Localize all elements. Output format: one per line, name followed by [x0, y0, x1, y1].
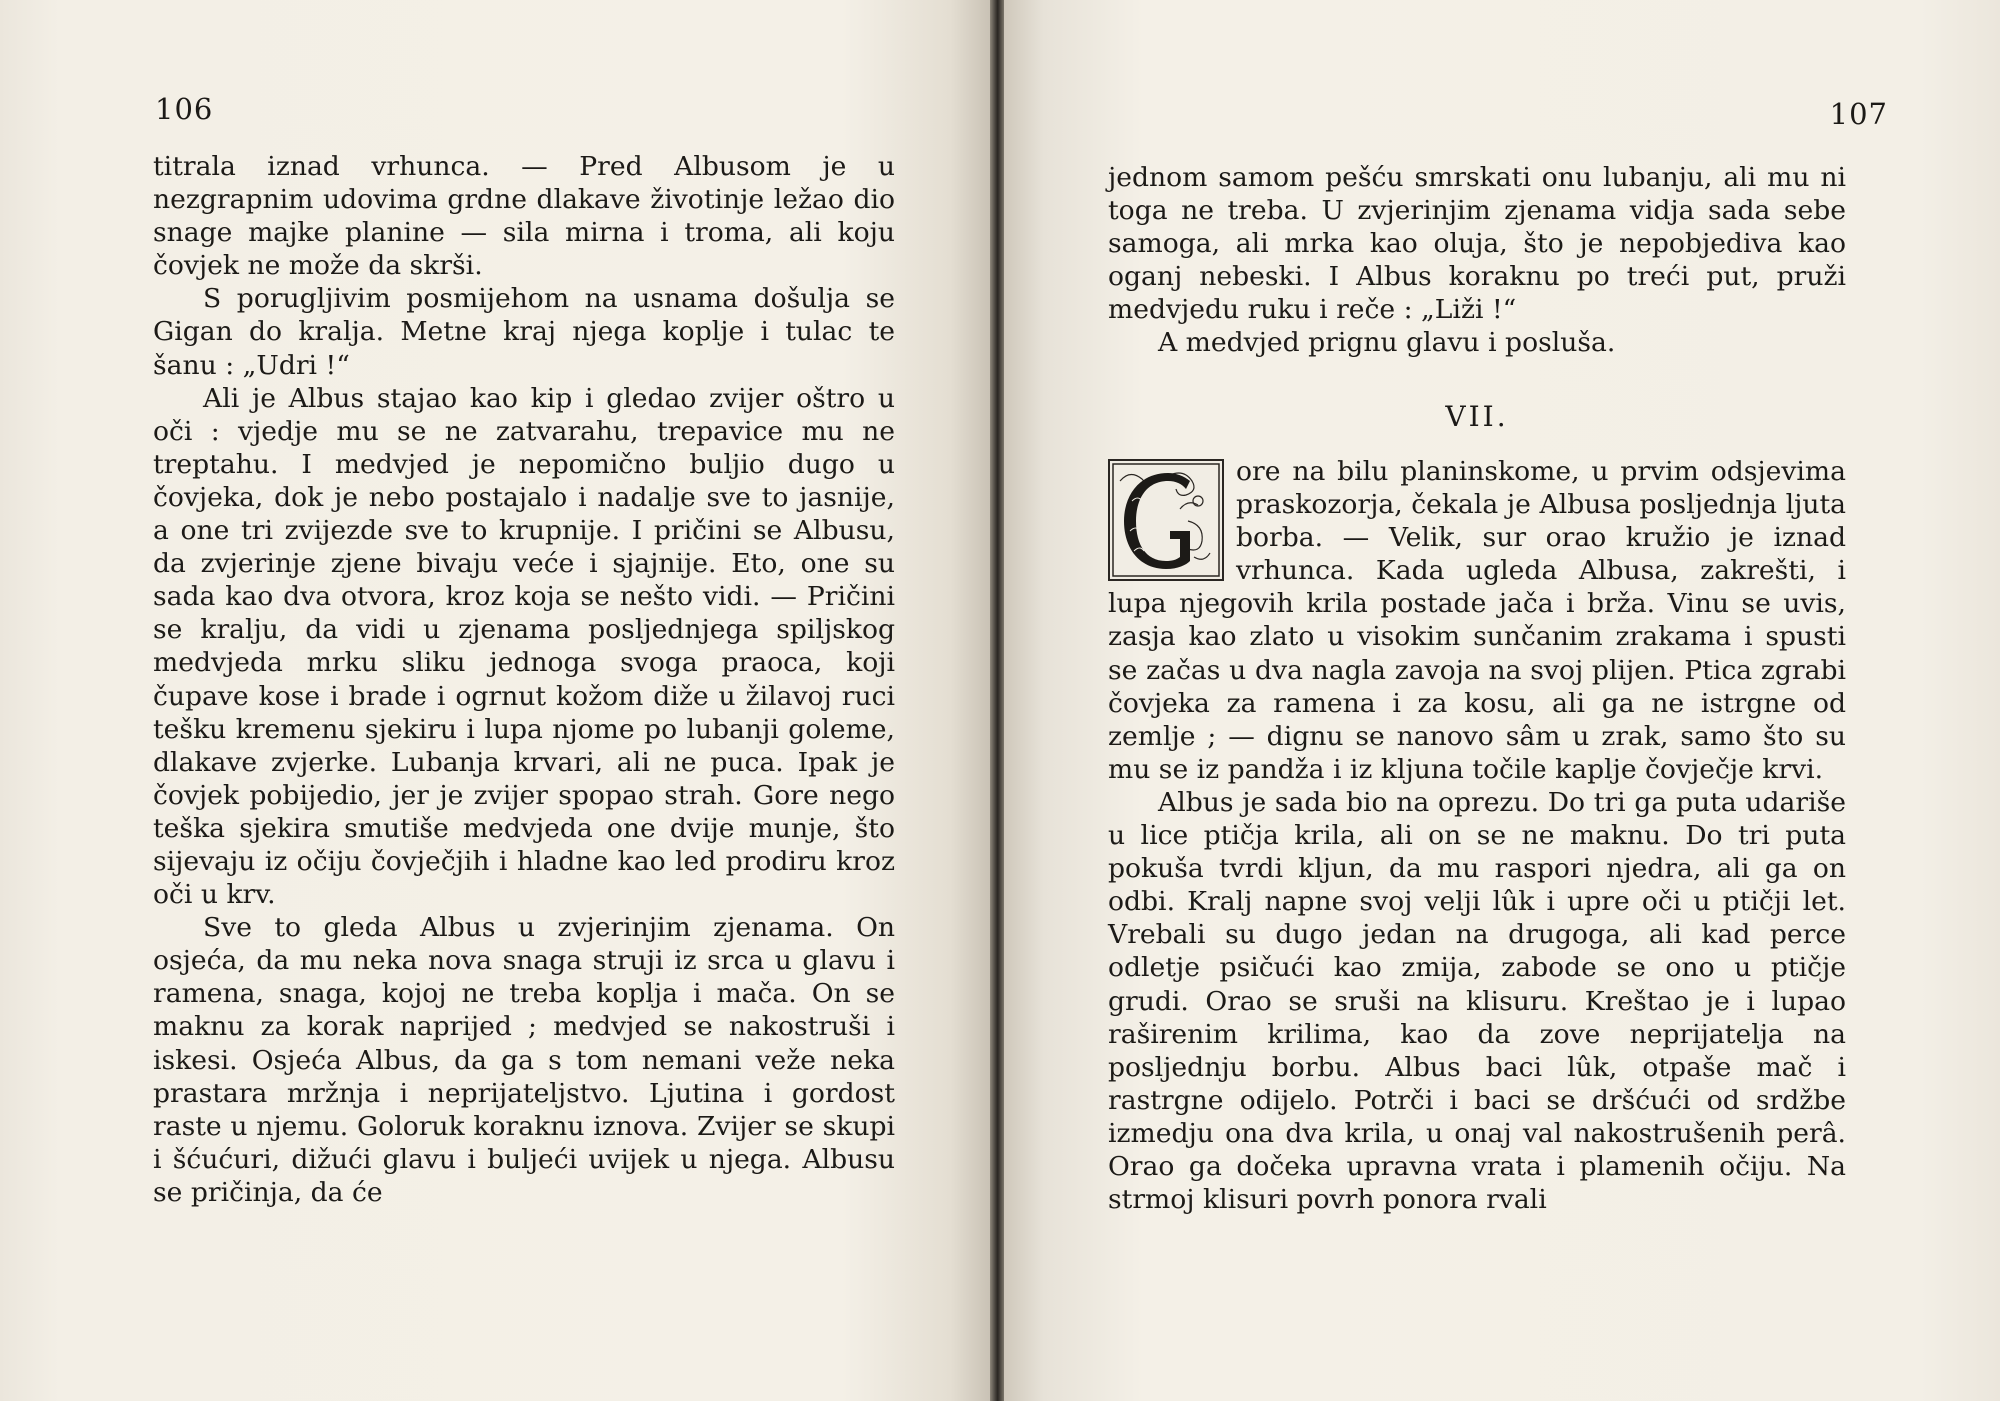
paragraph: jednom samom pešću smrskati onu lubanju, ali mu ni toga ne treba. U zvjerinjim zjenama vidja sada sebe samoga, ali mrka kao oluja, što je nepobjediva kao oganj nebeski. I Albus koraknu po treći put, pruži medvjedu ruku i reče : „Liži !“: [1108, 162, 1846, 326]
page-number-left: 106: [155, 92, 214, 126]
page-number-right: 107: [1829, 97, 1888, 131]
paragraph: S porugljivim posmijehom na usnama došulja se Gigan do kralja. Metne kraj njega koplje i tulac te šanu : „Udri !“: [153, 283, 895, 381]
paragraph: Ali je Albus stajao kao kip i gledao zvijer oštro u oči : vjedje mu se ne zatvarahu, trepavice mu ne treptahu. I medvjed je nepomično buljio dugo u čovjeka, dok je nebo postajalo i nadalje sve to jasnije, a one tri zvijezde sve to krupnije. I pričini se Albusu, da zvjerinje zjene bivaju veće i sjajnije. Eto, one su sada kao dva otvora, kroz koja se nešto vidi. — Pričini se kralju, da vidi u zjenama posljednjega spiljskog medvjeda mrku sliku jednoga svoga praoca, koji čupave kose i brade i ogrnut kožom diže u žilavoj ruci tešku kremenu sjekiru i lupa njome po lubanji goleme, dlakave zvjerke. Lubanja krvari, ali ne puca. Ipak je čovjek pobijedio, jer je zvijer spopao strah. Gore nego teška sjekira smutiše medvjeda one dvije munje, što sijevaju iz očiju čovječjih i hladne kao led prodiru kroz oči u krv.: [153, 382, 895, 911]
paragraph: ore na bilu planinskome, u prvim odsjevima praskozorja, čekala je Albusa posljednja ljuta borba. — Velik, sur orao kružio je iznad vrhunca. Kada ugleda Albusa, zakrešti, i lupa njegovih krila postade jača i brža. Vinu se uvis, zasja kao zlato u visokim sunčanim zrakama i spusti se začas u dva nagla zavoja na svoj plijen. Ptica zgrabi čovjeka za ramena i za kosu, ali ga ne istrgne od zemlje ; — dignu se nanovo sâm u zrak, samo što su mu se iz pandža i iz kljuna točile kaplje čovječje krvi.: [1108, 456, 1846, 785]
chapter-body: [1108, 455, 1846, 1216]
paragraph: titrala iznad vrhunca. — Pred Albusom je u nezgrapnim udovima grdne dlakave životinje ležao dio snage majke planine — sila mirna i troma, ali koju čovjek ne može da skrši.: [153, 151, 895, 282]
right-page-text: [1108, 161, 1846, 360]
paragraph: A medvjed prignu glavu i posluša.: [1158, 327, 1616, 359]
chapter-title: VII.: [1445, 400, 1509, 433]
left-page: [0, 0, 990, 1401]
paragraph: Albus je sada bio na oprezu. Do tri ga puta udariše u lice ptičja krila, ali on se ne maknu. Do tri puta pokuša tvrdi kljun, da mu raspori njedra, ali ga on odbi. Kralj napne svoj velji lûk i upre oči u ptičji let. Vrebali su dugo jedan na drugoga, ali kad perce odletje psičući kao zmija, zabode se ono u ptičje grudi. Orao se sruši na klisuru. Kreštao je i lupao raširenim krilima, kao da zove neprijatelja na posljednju borbu. Albus baci lûk, otpaše mač i rastrgne odijelo. Potrči i baci se dršćući od srdžbe izmedju ona dva krila, u onaj val nakostrušenih perâ. Orao ga dočeka upravna vrata i plamenih očiju. Na strmoj klisuri povrh ponora rvali: [1108, 786, 1846, 1216]
drop-cap-ornament-icon: [1110, 461, 1222, 579]
book-gutter: [990, 0, 1004, 1401]
paragraph: Sve to gleda Albus u zvjerinjim zjenama. On osjeća, da mu neka nova snaga struji iz srca u glavu i ramena, snaga, kojoj ne treba koplja i mača. On se maknu za korak naprijed ; medvjed se nakostruši i iskesi. Osjeća Albus, da ga s tom nemani veže neka prastara mržnja i neprijateljstvo. Ljutina i gordost raste u njemu. Goloruk koraknu iznova. Zvijer se skupi i šćućuri, dižući glavu i buljeći uvijek u njega. Albusu se pričinja, da će: [153, 912, 895, 1208]
ornamental-drop-cap: [1108, 459, 1224, 581]
left-page-text: [153, 150, 895, 1209]
right-page: [1004, 0, 2000, 1401]
